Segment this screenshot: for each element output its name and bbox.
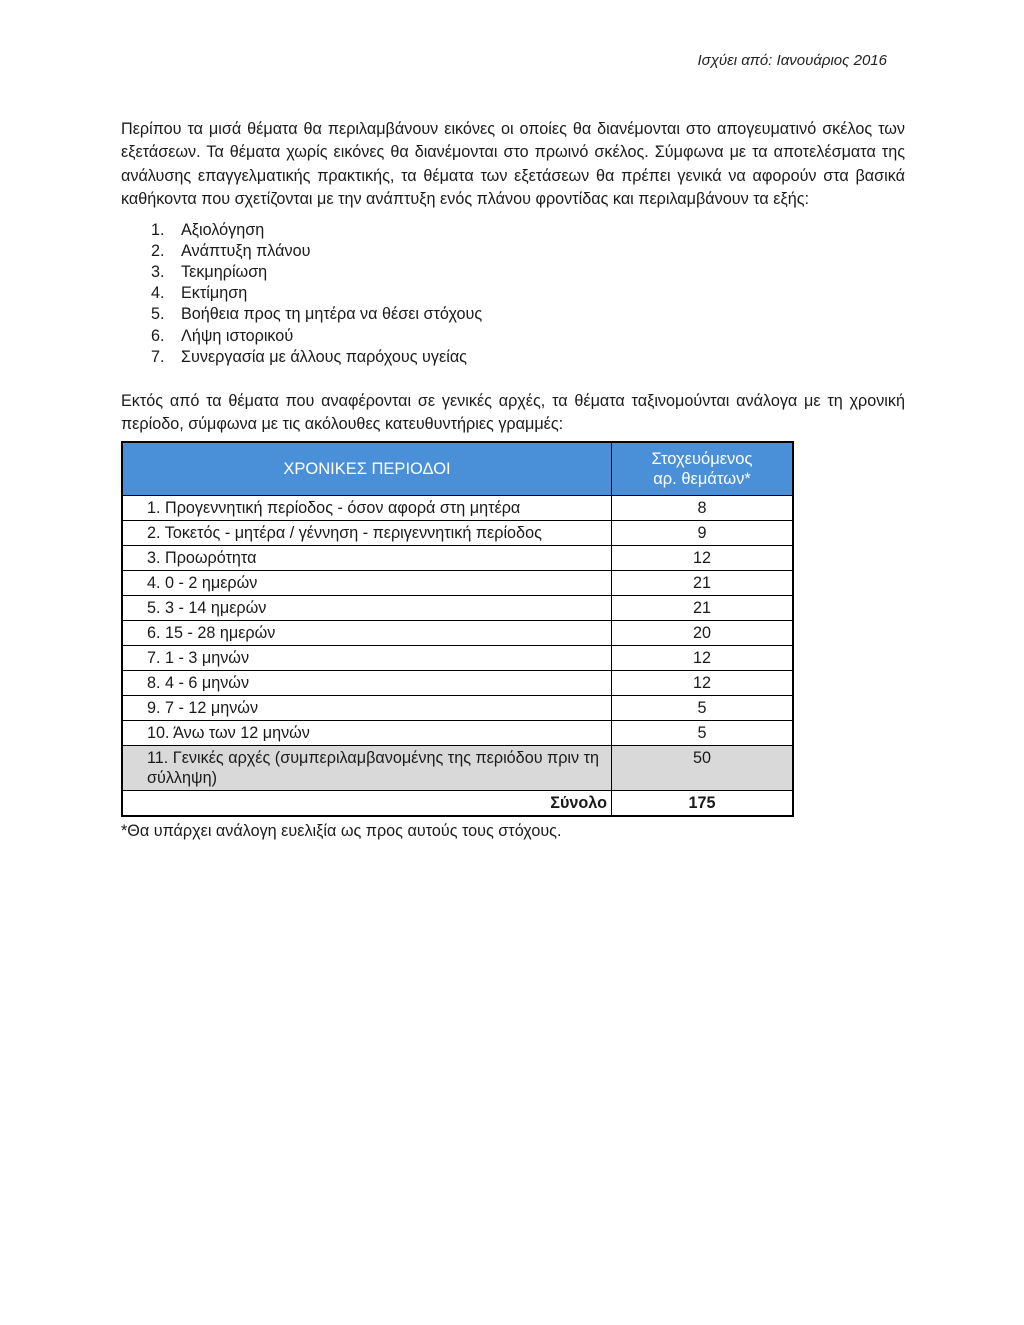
list-item-number: 6.: [151, 326, 165, 345]
list-item: [121, 326, 905, 347]
classification-paragraph: Εκτός από τα θέματα που αναφέρονται σε γενικές αρχές, τα θέματα ταξινομούνται ανάλογα με τη χρονική περίοδο, σύμφωνα με τις ακόλουθες κατευθυντήριες γραμμές:: [121, 392, 905, 434]
list-item-text: Εκτίμηση: [181, 284, 248, 303]
list-item-text: Λήψη ιστορικού: [181, 326, 294, 345]
effective-date-note: Ισχύει από: Ιανουάριος 2016: [697, 52, 887, 69]
header-periods: ΧΡΟΝΙΚΕΣ ΠΕΡΙΟΔΟΙ: [122, 442, 612, 496]
list-item: [121, 220, 905, 241]
list-item-number: 1.: [151, 220, 165, 239]
table-row: [122, 595, 793, 620]
table-row: [122, 695, 793, 720]
table-row: [122, 620, 793, 645]
footnote: *Θα υπάρχει ανάλογη ευελιξία ως προς αυτούς τους στόχους.: [121, 821, 562, 840]
period-value: 9: [612, 520, 794, 545]
period-label: 6. 15 - 28 ημερών: [122, 620, 612, 645]
period-label: 1. Προγεννητική περίοδος - όσον αφορά στη μητέρα: [122, 495, 612, 520]
table-row: [122, 720, 793, 745]
table-row: [122, 645, 793, 670]
list-item-text: Βοήθεια προς τη μητέρα να θέσει στόχους: [181, 305, 483, 324]
period-label: 9. 7 - 12 μηνών: [122, 695, 612, 720]
list-item-text: Ανάπτυξη πλάνου: [181, 241, 311, 260]
period-label: 3. Προωρότητα: [122, 545, 612, 570]
period-label: 8. 4 - 6 μηνών: [122, 670, 612, 695]
period-label: 10. Άνω των 12 μηνών: [122, 720, 612, 745]
period-label: 7. 1 - 3 μηνών: [122, 645, 612, 670]
period-value: 5: [612, 720, 794, 745]
time-periods-table: [121, 441, 794, 817]
header-target-line1: Στοχευόμενος: [651, 449, 753, 468]
period-label: 5. 3 - 14 ημερών: [122, 595, 612, 620]
list-item-number: 7.: [151, 347, 165, 366]
general-principles-value: 50: [612, 745, 794, 790]
page-content: [121, 118, 905, 841]
table-row: [122, 520, 793, 545]
period-value: 21: [612, 570, 794, 595]
period-value: 12: [612, 645, 794, 670]
list-item-number: 5.: [151, 305, 165, 324]
total-label: Σύνολο: [122, 790, 612, 816]
period-value: 12: [612, 545, 794, 570]
list-item-number: 4.: [151, 284, 165, 303]
table-row: [122, 670, 793, 695]
table-row: [122, 545, 793, 570]
list-item-number: 2.: [151, 241, 165, 260]
list-item-number: 3.: [151, 263, 165, 282]
period-label: 4. 0 - 2 ημερών: [122, 570, 612, 595]
list-item: [121, 304, 905, 325]
header-target-count: [612, 442, 794, 496]
list-item: [121, 283, 905, 304]
list-item: [121, 241, 905, 262]
period-value: 5: [612, 695, 794, 720]
header-target-line2: αρ. θεμάτων*: [653, 469, 751, 488]
general-principles-label: 11. Γενικές αρχές (συμπεριλαμβανομένης της περιόδου πριν τη σύλληψη): [122, 745, 612, 790]
table-row: [122, 570, 793, 595]
list-item-text: Τεκμηρίωση: [181, 263, 268, 282]
total-row: [122, 790, 793, 816]
table-header-row: [122, 442, 793, 496]
period-value: 8: [612, 495, 794, 520]
period-label: 2. Τοκετός - μητέρα / γέννηση - περιγεννητική περίοδος: [122, 520, 612, 545]
general-principles-row: [122, 745, 793, 790]
total-value: 175: [612, 790, 794, 816]
period-value: 20: [612, 620, 794, 645]
list-item-text: Αξιολόγηση: [181, 220, 265, 239]
period-value: 12: [612, 670, 794, 695]
period-value: 21: [612, 595, 794, 620]
list-item-text: Συνεργασία με άλλους παρόχους υγείας: [181, 347, 467, 366]
table-row: [122, 495, 793, 520]
list-item: [121, 347, 905, 368]
list-item: [121, 262, 905, 283]
intro-paragraph: Περίπου τα μισά θέματα θα περιλαμβάνουν εικόνες οι οποίες θα διανέμονται στο απογευματινό σκέλος των εξετάσεων. Τα θέματα χωρίς εικόνες θα διανέμονται στο πρωινό σκέλος. Σύμφωνα με τα αποτελέσματα της ανάλυσης επαγγελματικής πρακτικής, τα θέματα των εξετάσεων θα πρέπει γενικά να αφορούν στα βασικά καθήκοντα που σχετίζονται με την ανάπτυξη ενός πλάνου φροντίδας και περιλαμβάνουν τα εξής:: [121, 120, 905, 209]
duties-list: [121, 220, 905, 368]
